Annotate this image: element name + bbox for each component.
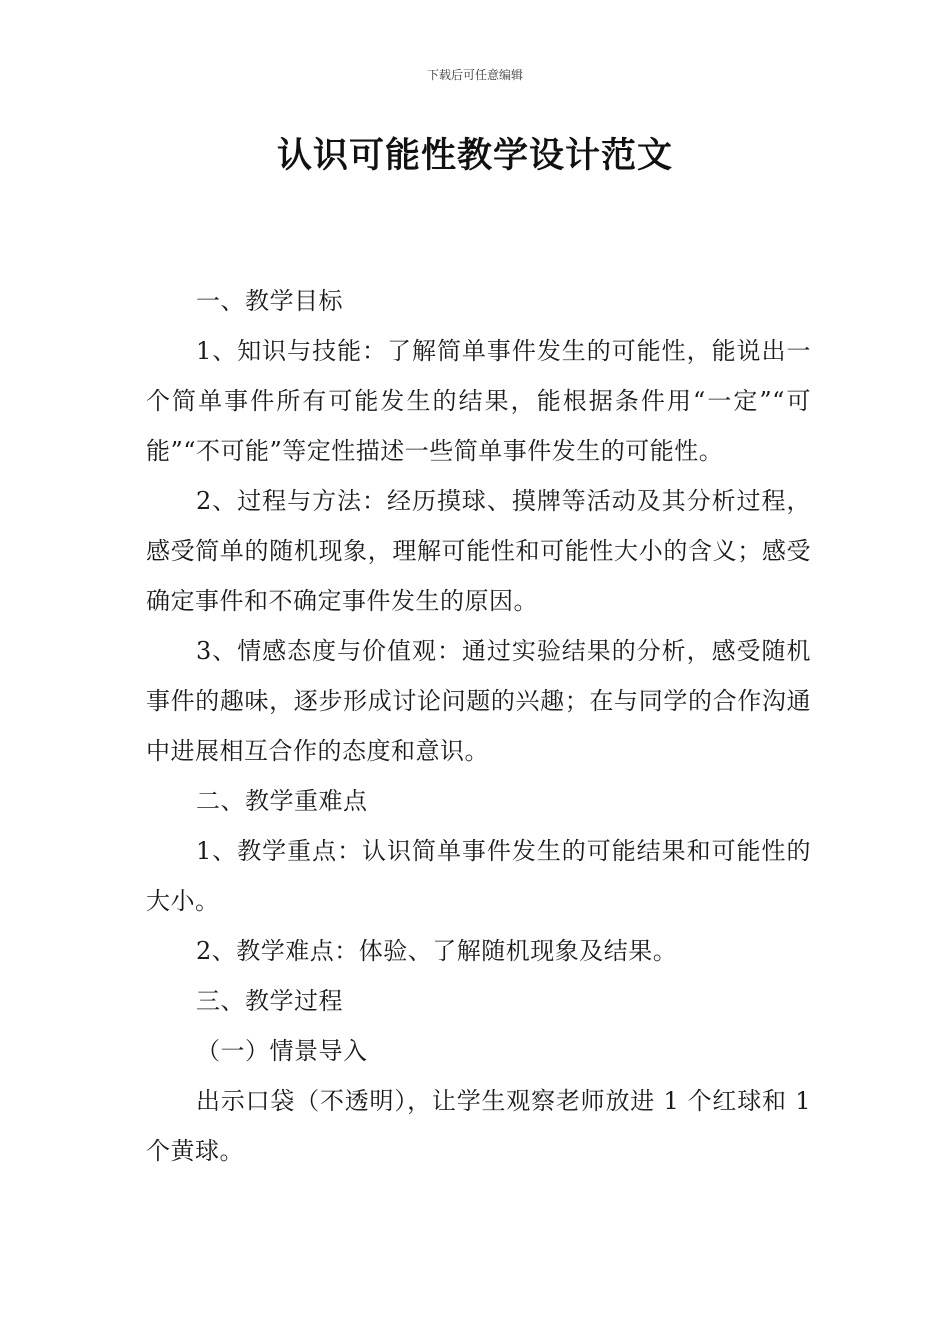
document-title: 认识可能性教学设计范文: [276, 136, 673, 176]
section-heading-process: 三、教学过程: [196, 987, 343, 1015]
paragraph-process-methods: 2、过程与方法：经历摸球、摸牌等活动及其分析过程，感受简单的随机现象，理解可能性和可能性大小的含义；感受确定事件和不确定事件发生的原因。: [146, 487, 811, 615]
document-body: [146, 276, 811, 1176]
paragraph-attitudes-values: 3、情感态度与价值观：通过实验结果的分析，感受随机事件的趣味，逐步形成讨论问题的兴趣；在与同学的合作沟通中进展相互合作的态度和意识。: [146, 637, 811, 765]
paragraph-intro: 出示口袋（不透明），让学生观察老师放进 1 个红球和 1 个黄球。: [146, 1087, 811, 1165]
paragraph-difficult-point: 2、教学难点：体验、了解随机现象及结果。: [196, 937, 678, 965]
section-heading-key-points: 二、教学重难点: [196, 787, 368, 815]
section-heading-objectives: 一、教学目标: [196, 287, 343, 315]
paragraph-knowledge-skills: 1、知识与技能：了解简单事件发生的可能性，能说出一个简单事件所有可能发生的结果，能根据条件用“一定”“可能”“不可能”等定性描述一些简单事件发生的可能性。: [146, 337, 811, 465]
subsection-heading-intro: （一）情景导入: [196, 1037, 368, 1065]
header-note: 下载后可任意编辑: [426, 68, 523, 82]
paragraph-key-point: 1、教学重点：认识简单事件发生的可能结果和可能性的大小。: [146, 837, 811, 915]
